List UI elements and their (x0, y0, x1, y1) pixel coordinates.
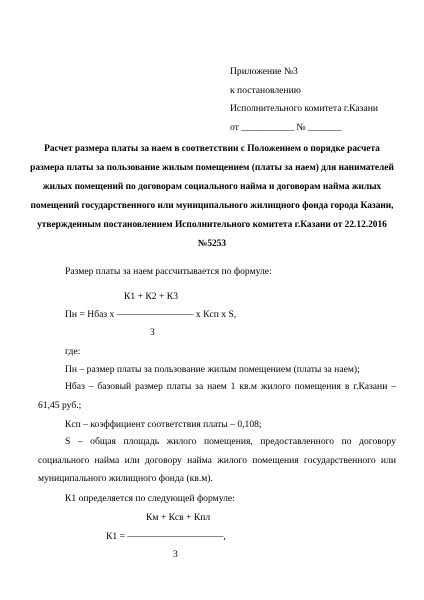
annex-line-2: к постановлению (230, 85, 301, 96)
annex-line-3: Исполнительного комитета г.Казани (230, 103, 378, 114)
document-title: Расчет размера платы за наем в соответствии с Положением о порядке расчета размера платы за пользование жилым помещением (платы за наем) для нанимателей жилых помещений по договорам социального найма и договорам найма жилых помещений государственного или муниципального жилищного фонда города Казани, утвержденным постановлением Исполнительного комитета г.Казани от 22.12.2016 №5253 (30, 144, 394, 249)
formula2-denominator: 3 (173, 549, 178, 560)
annex-line-4: от ___________ № _______ (230, 122, 342, 133)
formula1-denominator: 3 (150, 327, 155, 338)
where-label: где: (65, 346, 81, 357)
k1-intro: К1 определяется по следующей формуле: (65, 493, 235, 504)
annex-line-1: Приложение №3 (230, 66, 298, 77)
formula1-main: Пн = Нбаз х ———————— х Кcп х S, (65, 309, 237, 320)
intro-text: Размер платы за наем рассчитывается по формуле: (65, 266, 272, 277)
formula2-numerator: Км + Ксв + Кпл (146, 512, 211, 523)
formula1-numerator: К1 + К2 + К3 (124, 291, 179, 302)
definition-ksp: Кcп – коэффициент соответствия платы – 0,108; (65, 419, 262, 430)
definition-pn: Пн – размер платы за пользование жилым помещением (платы за наем); (65, 364, 360, 375)
definition-s: S – общая площадь жилого помещения, предоставленного по договору социального найма или договору найма жилого помещения государственного или муниципального жилищного фонда (кв.м). (38, 436, 396, 484)
definition-nbaz: Нбаз – базовый размер платы за наем 1 кв.м жилого помещения в г.Казани – 61,45 руб.; (38, 381, 396, 411)
formula2-main: К1 = ——————————, (106, 531, 226, 542)
